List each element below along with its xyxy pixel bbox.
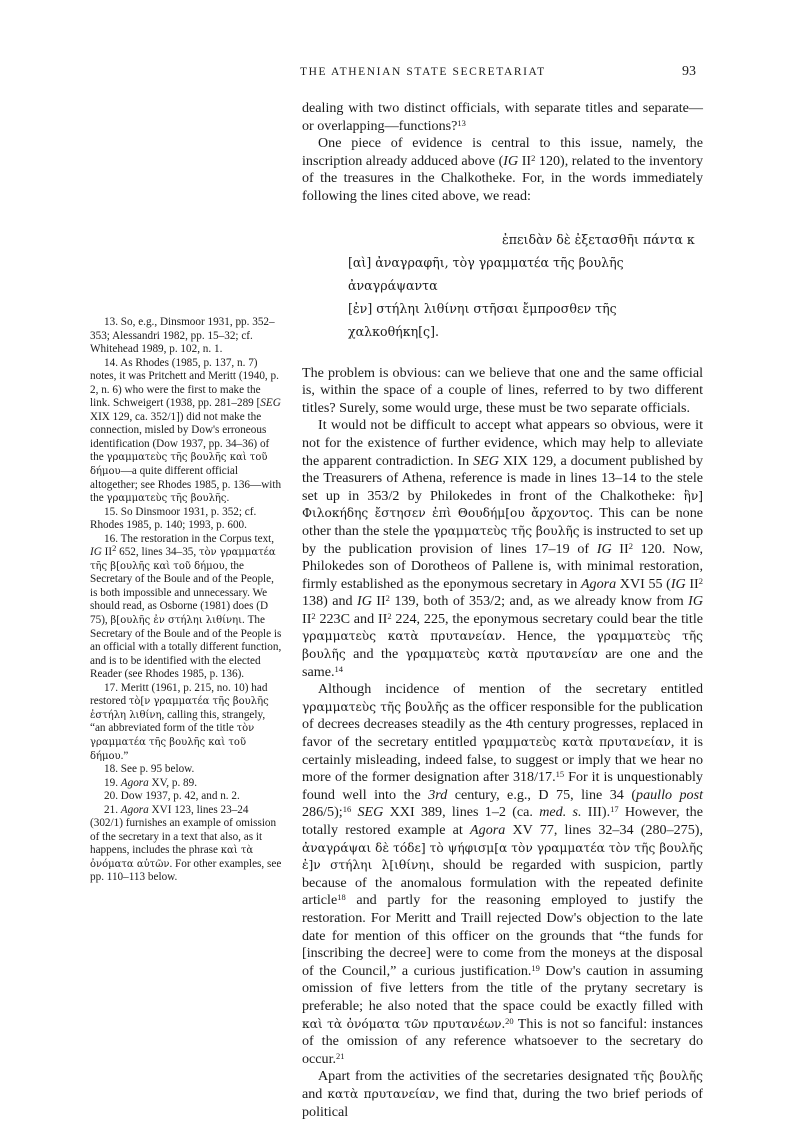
page-number: 93	[682, 64, 696, 79]
footnote: 17. Meritt (1961, p. 215, no. 10) had restored τὸ[ν γραμματέα τῆς βουλῆς ἐστήλη λιθίνη, calling this, strangely, “an abbreviated form of the title τὸν γραμματέα τῆς βουλῆς καὶ τοῦ δήμου.”	[90, 681, 269, 762]
paragraph: The problem is obvious: can we believe that one and the same official is, within the space of a couple of lines, referred to by two different titles? Surely, some would urge, these must be two separate officials.	[302, 364, 703, 416]
paragraph: Although incidence of mention of the secretary entitled γραμματεὺς τῆς βουλῆς as the officer responsible for the publication of decrees decreases steadily as the 4th century progresses, replaced in favor of the secretary entitled γραμματεὺς κατὰ πρυτανείαν, it is certainly misleading, indeed false, to suggest or imply that we hear no more of the former designation after 318/17.15 For it is unquestionably found well into the 3rd century, e.g., D 75, line 34 (paullo post 286/5);$^{16}$ SEG XXI 389, lines 1–2 (ca. med. s. III).$^{17}$ However, the totally restored example at Agora XV 77, lines 32–34 (280–275), ἀναγράψαι δὲ τόδε] τὸ ψήφισμ[α τὸν γραμματέα τὸν τῆς βουλῆς ἐ]ν στήληι λ[ιθίνηι, should be regarded with suspicion, partly because of the anomalous formulation with the repeated definite article$^{18}$ and partly for the reasoning employed to justify the restoration. For Meritt and Traill rejected Dow's objection to the late date for mention of this officer on the grounds that “the funds for [inscribing the decree] were to come from the moneys at the disposal of the Council,” a curious justification.$^{19}$ Dow's caution in assuming omission of five letters from the title of the prytany secretary is preferable; he also noted that the space could be exactly filled with καὶ τὰ ὀνόματα τῶν πρυτανέων.$^{20}$ This is not so fanciful: instances of the omission of any reference whatsoever to the secretary do occur.$^{21}$	[302, 681, 704, 1067]
paragraph: Apart from the activities of the secretaries designated τῆς βουλῆς and κατὰ πρυτανείαν, we find that, during the two brief periods of political	[302, 1068, 704, 1120]
running-title: THE ATHENIAN STATE SECRETARIAT	[300, 66, 546, 78]
footnote: 19. Agora XV, p. 89.	[104, 776, 198, 789]
greek-inscription-quote: ἐπειδὰν δὲ ἐξετασθῆι πάντα κ [αὶ] ἀναγραφῆι, τὸγ γραμματέα τῆς βουλῆς ἀναγράψαντα [ἐν] στήληι λιθίνηι στῆσαι ἔμπροσθεν τῆς χαλκοθήκη[ς].	[348, 231, 695, 339]
footnote: 14. As Rhodes (1985, p. 137, n. 7) notes, it was Pritchett and Meritt (1940, p. 2, n. 6) who were the first to make the link. Schweigert (1938, pp. 281–289 [SEG XIX 129, ca. 352/1]) did not make the connection, misled by Dow's erroneous identification (Dow 1937, pp. 34–36) of the γραμματεὺς τῆς βουλῆς καὶ τοῦ δήμου—a quite different official altogether; see Rhodes 1985, p. 136—with the γραμματεὺς τῆς βουλῆς.	[90, 356, 282, 505]
paragraph: One piece of evidence is central to this issue, namely, the inscription already adduced above (IG $II^2$ 120), related to the inventory of the treasures in the Chalkotheke. For, in the words immediately following the lines cited above, we read:	[302, 135, 703, 204]
main-text	[302, 100, 703, 1121]
footnote: 18. See p. 95 below.	[104, 763, 195, 776]
footnote: 20. Dow 1937, p. 42, and n. 2.	[104, 790, 240, 803]
paragraph: dealing with two distinct officials, with separate titles and separate—or overlapping—functions?$^{13}$	[302, 100, 703, 134]
footnote: 13. So, e.g., Dinsmoor 1931, pp. 352–353; Alessandri 1982, pp. 15–32; cf. Whitehead 1989, p. 102, n. 1.	[90, 316, 275, 356]
footnote: 16. The restoration in the Corpus text, IG $II^2$ 652, lines 34–35, τὸν γραμματέα τῆς β[ουλῆς καὶ τοῦ δήμου, the Secretary of the Boule and of the People, is both impossible and unnecessary. We should read, as Osborne (1981) does (D 75), β[ουλῆς ἐν στήληι λιθίνηι. The Secretary of the Boule and of the People is an official with a totally different function, and is to be identified with the elected Reader (see Rhodes 1985, p. 136).	[90, 532, 282, 681]
footnotes-margin	[90, 316, 282, 885]
footnote: 15. So Dinsmoor 1931, p. 352; cf. Rhodes 1985, p. 140; 1993, p. 600.	[90, 505, 257, 532]
paragraph: It would not be difficult to accept what appears so obvious, were it not for the existence of further evidence, which may help to alleviate the apparent contradiction. In SEG XIX 129, a document published by the Treasurers of Athena, reference is made in lines 13–14 to the stele set up in 353/2 by Philokedes in front of the Chalkotheke: ἣν] Φιλοκήδης ἔστησεν ἐπὶ Θουδήμ[ου ἄρχοντος. This can be none other than the stele the γραμματεὺς τῆς βουλῆς is instructed to set up by the publication provision of lines 17–19 of IG $II^2$ 120. Now, Philokedes son of Dorotheos of Pallene is, with minimal restoration, firmly established as the eponymous secretary in Agora XVI 55 (IG $II^2$ 138) and IG $II^2$ 139, both of 353/2; and, as we already know from IG $II^2$ 223C and $II^2$ 224, 225, the eponymous secretary could bear the title γραμματεὺς κατὰ πρυτανείαν. Hence, the γραμματεὺς τῆς βουλῆς and the γραμματεὺς κατὰ πρυτανείαν are one and the same.$^{14}$	[302, 417, 703, 680]
footnote: 21. Agora XVI 123, lines 23–24 (302/1) furnishes an example of omission of the secretary in a text that also, as it happens, includes the phrase καὶ τὰ ὀνόματα αὐτῶν. For other examples, see pp. 110–113 below.	[90, 803, 282, 884]
